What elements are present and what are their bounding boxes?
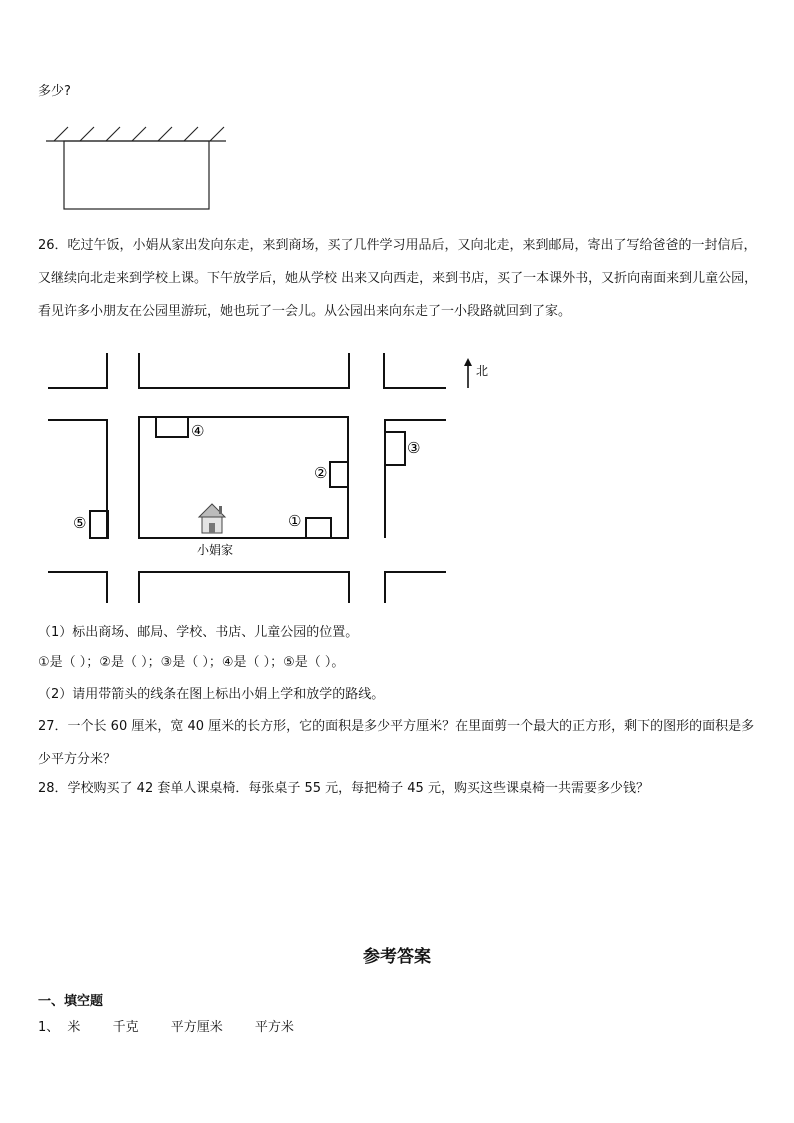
building-1 bbox=[306, 518, 331, 538]
wall-rectangle-figure bbox=[40, 122, 240, 212]
building-4 bbox=[156, 417, 188, 437]
block-bottom-left bbox=[48, 572, 107, 603]
question-28-text: 28．学校购买了 42 套单人课桌椅．每张桌子 55 元，每把椅子 45 元，购买这些课桌椅一共需要多少钱？ bbox=[38, 781, 649, 796]
marker-1: ① bbox=[288, 512, 302, 530]
block-bottom-middle bbox=[139, 572, 349, 603]
wall-hatching bbox=[54, 127, 224, 141]
answers-section-1: 一、填空题 bbox=[38, 994, 104, 1009]
block-middle-right bbox=[385, 420, 446, 538]
answer-1-row bbox=[38, 1020, 322, 1036]
marker-4: ④ bbox=[191, 422, 205, 440]
question-26-text: 26．吃过午饭，小娟从家出发向东走，来到商场，买了几件学习用品后，又向北走，来到邮局，寄出了写给爸爸的一封信后，又继续向北走来到学校上课。下午放学后，她从学校 出来又向西走，来到书店，买了一本课外书，又折向南面来到儿童公园，看见许多小朋友在公园里游玩，她也玩了一会儿。从公园出来向东走了一小段路就回到了家。 bbox=[38, 238, 758, 319]
top-question-fragment: 多少? bbox=[38, 84, 71, 99]
marker-3: ③ bbox=[407, 439, 421, 457]
answer-1-item: 千克 bbox=[112, 1020, 139, 1035]
marker-5: ⑤ bbox=[73, 514, 87, 532]
block-top-middle bbox=[139, 353, 349, 388]
route-map bbox=[40, 350, 500, 620]
question-26-sub2: （2）请用带箭头的线条在图上标出小娟上学和放学的路线。 bbox=[38, 687, 385, 702]
block-bottom-right bbox=[385, 572, 446, 603]
question-26-sub1: （1）标出商场、邮局、学校、书店、儿童公园的位置。 bbox=[38, 625, 359, 640]
question-26-blanks: ①是（ ）；②是（ ）；③是（ ）；④是（ ）；⑤是（ ）。 bbox=[38, 655, 345, 670]
answer-1-item: 平方米 bbox=[254, 1020, 294, 1035]
north-label: 北 bbox=[476, 364, 489, 378]
question-27-text: 27．一个长 60 厘米，宽 40 厘米的长方形，它的面积是多少平方厘米？在里面剪一个最大的正方形，剩下的图形的面积是多少平方分米？ bbox=[38, 719, 755, 767]
house-icon bbox=[199, 504, 225, 533]
rectangle-figure bbox=[64, 141, 209, 209]
answer-1-item: 平方厘米 bbox=[170, 1020, 223, 1035]
home-label: 小娟家 bbox=[197, 543, 234, 557]
answer-1-item: 米 bbox=[67, 1020, 81, 1035]
building-5 bbox=[90, 511, 108, 538]
marker-2: ② bbox=[314, 464, 328, 482]
north-arrow-icon bbox=[464, 358, 472, 388]
answers-title: 参考答案 bbox=[363, 947, 431, 967]
building-2 bbox=[330, 462, 348, 487]
building-3 bbox=[385, 432, 405, 465]
block-top-left bbox=[48, 353, 107, 388]
block-top-right bbox=[384, 353, 446, 388]
answer-1-label: 1、 bbox=[38, 1020, 60, 1035]
